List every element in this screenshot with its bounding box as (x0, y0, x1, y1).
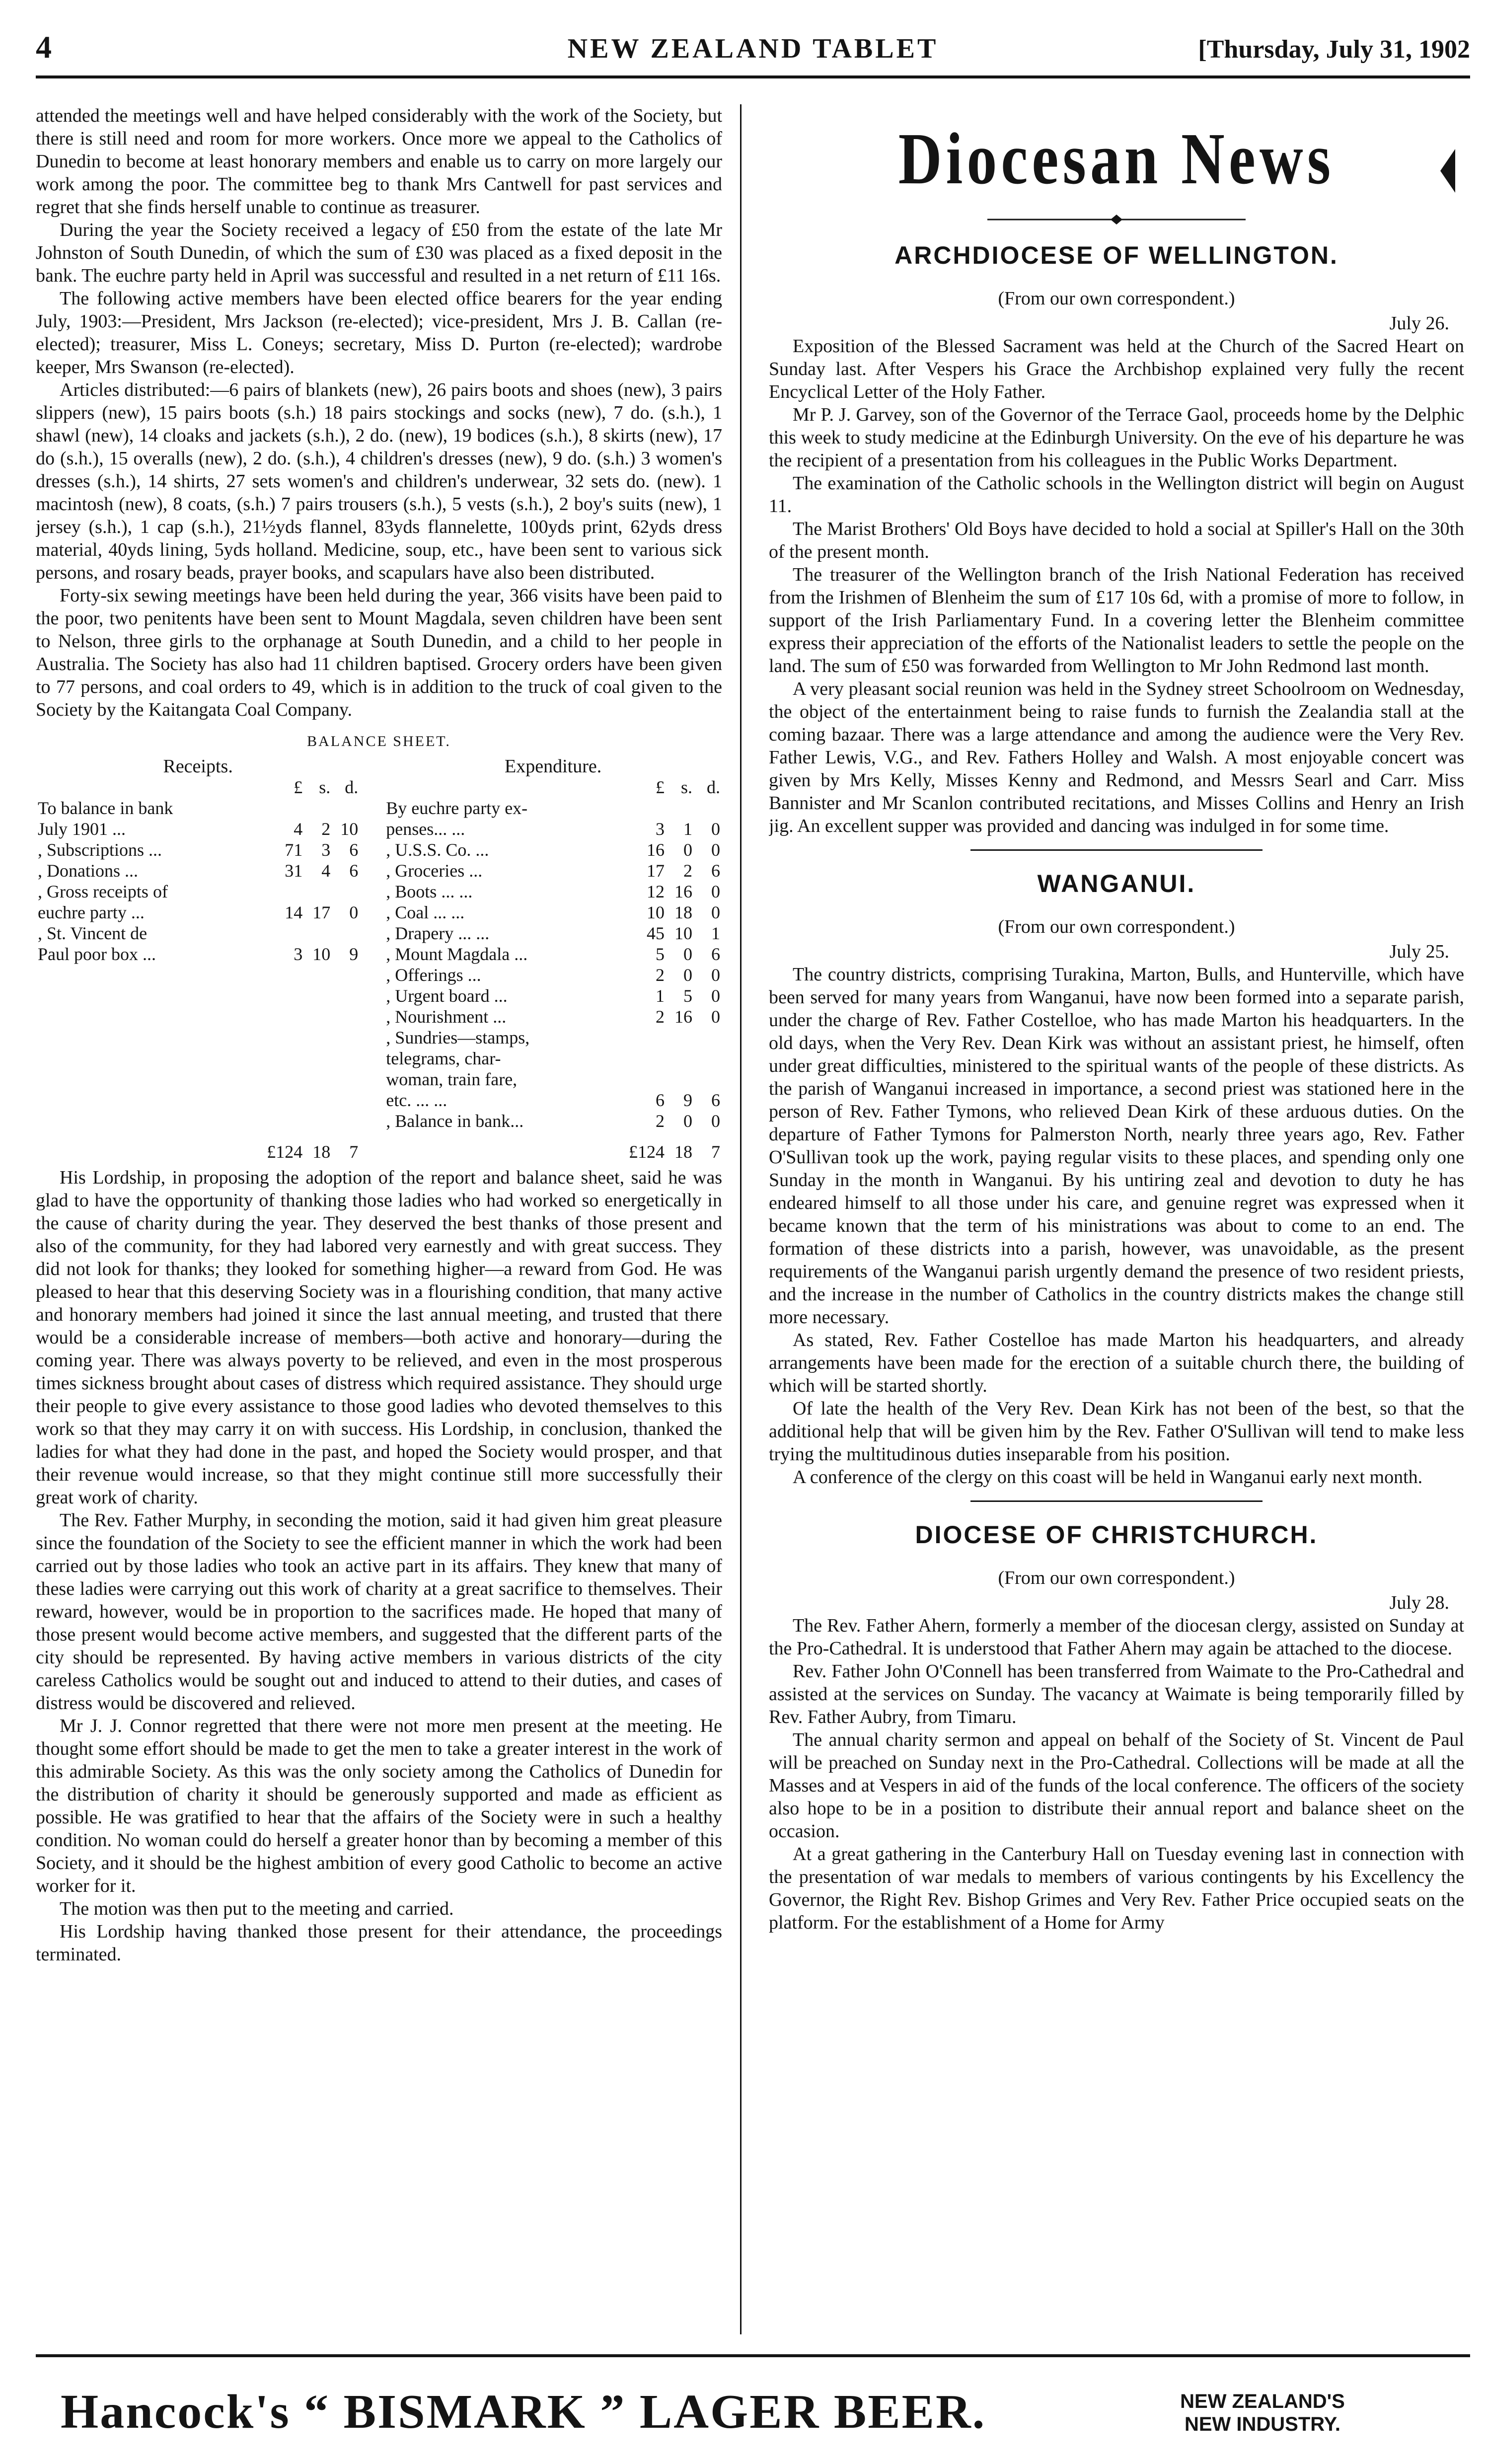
expenditure-pounds: 6 (656, 1090, 665, 1110)
article-paragraph: At a great gathering in the Canterbury Hall on Tuesday evening last in connection with the presentation of war medals to members of various contingents by his Excellency the Governor, the Right Rev. Bishop Grimes and Very Rev. Father Price occupied seats on the platform. For the establishment of a Home for Army (769, 1844, 1464, 1933)
balance-sheet-caption: BALANCE SHEET. (307, 733, 451, 749)
receipt-label: , Donations ... (38, 861, 138, 881)
expenditure-pence (694, 1069, 722, 1090)
right-column (769, 104, 1464, 2334)
article-paragraph: The annual charity sermon and appeal on behalf of the Society of St. Vincent de Paul will be preached on Sunday next in the Pro-Cathedral. Collections will be made at all the Masses and at Vespers in aid of the funds of the local conference. The officers of the society also hope to be in a position to distribute their annual report and balance sheet on the occasion. (769, 1729, 1464, 1842)
receipt-pence (332, 1069, 360, 1090)
total-expenditure-pence: 7 (711, 1142, 720, 1162)
footer-rule (36, 2354, 1470, 2357)
receipt-shillings (304, 1111, 332, 1131)
receipt-shillings (304, 1027, 332, 1048)
expenditure-pounds: 2 (656, 965, 665, 985)
page-header (36, 26, 1470, 75)
receipt-label (36, 1090, 265, 1111)
expenditure-label: , Urgent board ... (386, 986, 508, 1006)
balance-sheet-row (36, 1027, 722, 1048)
article-paragraph: His Lordship having thanked those present for their attendance, the proceedings terminated. (36, 1921, 722, 1965)
expenditure-label: , Balance in bank... (386, 1111, 524, 1131)
expenditure-pence (694, 1027, 722, 1048)
dateline: July 25. (1389, 941, 1449, 962)
expenditure-pence: 6 (711, 861, 720, 881)
receipt-pounds: 4 (294, 819, 303, 839)
balance-sheet-row (36, 923, 722, 944)
dateline: July 26. (1389, 313, 1449, 334)
expenditure-pence: 0 (711, 840, 720, 860)
receipt-pence (332, 881, 360, 902)
receipt-shillings: 17 (312, 902, 331, 922)
pence-heading: d. (345, 777, 359, 797)
total-receipts-pounds: £124 (267, 1142, 303, 1162)
receipt-shillings (304, 1048, 332, 1069)
expenditure-label: , Drapery ... ... (386, 923, 490, 943)
article-paragraph: The Rev. Father Ahern, formerly a member of the diocesan clergy, assisted on Sunday at the Pro-Cathedral. It is understood that Father Ahern may again be attached to the diocese. (769, 1615, 1464, 1659)
balance-sheet-row (36, 881, 722, 902)
article-paragraph: Exposition of the Blessed Sacrament was held at the Church of the Sacred Heart on Sunday last. After Vespers his Grace the Archbishop explained very fully the recent Encyclical Letter of the Holy Father. (769, 336, 1464, 402)
expenditure-heading: Expenditure. (505, 756, 602, 777)
balance-sheet-row (36, 944, 722, 965)
receipt-pounds (265, 923, 304, 944)
expenditure-shillings: 10 (674, 923, 692, 943)
receipt-pence: 9 (349, 944, 359, 964)
expenditure-pounds: 45 (647, 923, 665, 943)
receipt-pounds: 71 (285, 840, 303, 860)
expenditure-label: , Mount Magdala ... (386, 944, 528, 964)
article-paragraph: Articles distributed:—6 pairs of blankets (new), 26 pairs boots and shoes (new), 3 pairs slippers (new), 15 pairs boots (s.h.) 18 pairs stockings and socks (new), 7 do. (s.h.), 1 shawl (new), 14 cloaks and jackets (s.h.), 2 do. (new), 19 bodices (s.h.), 8 skirts (new), 17 do (s.h.), 15 overalls (new), 2 do. (s.h.), 4 children's dresses (new), 9 do. (s.h.) 3 women's dresses (s.h.), 14 shirts, 27 sets women's and children's underwear, 32 sets do. (new). 1 macintosh (new), 8 coats, (s.h.) 7 pairs trousers (s.h.), 5 vests (s.h.), 2 boy's suits (new), 1 jersey (s.h.), 1 cap (s.h.), 21½yds flannel, 83yds flannelette, 100yds print, 62yds dress material, 40yds lining, 5yds holland. Medicine, soup, etc., have been sent to various sick persons, and rosary beads, prayer books, and scapulars have also been distributed. (36, 379, 722, 583)
section-title-christchurch: DIOCESE OF CHRISTCHURCH. (915, 1521, 1318, 1549)
expenditure-pence: 0 (711, 965, 720, 985)
receipt-label (36, 1111, 265, 1131)
balance-sheet-table (36, 756, 722, 1162)
expenditure-pounds (627, 798, 667, 819)
receipt-label: To balance in bank (38, 798, 173, 818)
expenditure-shillings (667, 1048, 694, 1069)
expenditure-label: , Nourishment ... (386, 1007, 507, 1027)
expenditure-label: , Boots ... ... (386, 882, 473, 901)
pounds-heading: £ (656, 777, 665, 797)
lsd-headings (36, 777, 722, 798)
expenditure-label: etc. ... ... (386, 1090, 447, 1110)
expenditure-shillings: 18 (674, 902, 692, 922)
expenditure-shillings (667, 1027, 694, 1048)
balance-sheet-headings (36, 756, 722, 777)
expenditure-pounds: 1 (656, 986, 665, 1006)
balance-sheet-row (36, 860, 722, 881)
expenditure-shillings: 16 (674, 882, 692, 901)
expenditure-label: , Groceries ... (386, 861, 483, 881)
receipt-pounds (265, 985, 304, 1006)
receipt-label: , St. Vincent de (38, 923, 148, 943)
receipt-label (36, 1006, 265, 1027)
expenditure-label: By euchre party ex- (386, 798, 528, 818)
receipt-pence (332, 1048, 360, 1069)
expenditure-pounds: 16 (647, 840, 665, 860)
article-paragraph: Forty-six sewing meetings have been held during the year, 366 visits have been paid to the poor, two penitents have been sent to Mount Magdala, seven children have been sent to Nelson, three girls to the orphanage at South Dunedin, and a child to her people in Australia. The Society has also had 11 children baptised. Grocery orders have been given to 77 persons, and coal orders to 49, which is in addition to the truck of coal given to the Society by the Kaitangata Coal Company. (36, 585, 722, 720)
receipt-pence (332, 1090, 360, 1111)
receipt-pounds (265, 1006, 304, 1027)
receipt-pence: 10 (340, 819, 359, 839)
footer-advertisement (36, 2354, 1470, 2444)
balance-sheet-row (36, 965, 722, 985)
correspondent-note: (From our own correspondent.) (998, 288, 1235, 309)
receipt-pence (332, 923, 360, 944)
receipt-pounds (265, 1027, 304, 1048)
expenditure-pounds: 2 (656, 1007, 665, 1027)
receipt-label: euchre party ... (38, 902, 145, 922)
article-paragraph: As stated, Rev. Father Costelloe has made Marton his headquarters, and already arrangements have been made for the erection of a suitable church there, the building of which will be started shortly. (769, 1330, 1464, 1396)
receipt-pence (332, 965, 360, 985)
balance-sheet-row (36, 985, 722, 1006)
article-paragraph: A conference of the clergy on this coast will be held in Wanganui early next month. (793, 1467, 1423, 1488)
article-paragraph: The Marist Brothers' Old Boys have decided to hold a social at Spiller's Hall on the 30th of the present month. (769, 519, 1464, 562)
section-rule (970, 1500, 1263, 1502)
receipt-pounds (265, 881, 304, 902)
receipt-pounds (265, 965, 304, 985)
expenditure-pence: 1 (711, 923, 720, 943)
expenditure-pounds: 10 (647, 902, 665, 922)
balance-sheet-row (36, 819, 722, 839)
expenditure-pounds: 17 (647, 861, 665, 881)
expenditure-pounds: 3 (656, 819, 665, 839)
receipt-label (36, 985, 265, 1006)
receipt-pence (332, 985, 360, 1006)
expenditure-pounds (627, 1048, 667, 1069)
receipt-shillings (304, 1069, 332, 1090)
receipt-pounds (265, 798, 304, 819)
section-title-wellington: ARCHDIOCESE OF WELLINGTON. (894, 241, 1338, 269)
balance-sheet-body (36, 798, 722, 1131)
article-paragraph: The Rev. Father Murphy, in seconding the motion, said it had given him great pleasure since the foundation of the Society to see the efficient manner in which the work had been carried out by those ladies who took an active part in its affairs. They knew that many of these ladies were carrying out this work of charity at a great sacrifice to themselves. Their reward, however, would be in proportion to the sacrifices made. He hoped that many of those present would become active members, and suggested that the different parts of the city should be represented. By having active members in various districts of the city careless Catholics would be sought out and induced to attend to their duties, and cases of distress would be discovered and relieved. (36, 1510, 722, 1714)
receipt-shillings (304, 798, 332, 819)
advert-tagline-line2: NEW INDUSTRY. (1184, 2413, 1341, 2435)
receipt-pence: 0 (349, 902, 359, 922)
expenditure-label: , Offerings ... (386, 965, 481, 985)
balance-sheet-row (36, 1006, 722, 1027)
expenditure-pounds: 12 (647, 882, 665, 901)
receipt-shillings: 10 (312, 944, 331, 964)
article-paragraph: The following active members have been elected office bearers for the year ending July, 1903:—President, Mrs Jackson (re-elected); vice-president, Mrs J. B. Callan (re-elected); treasurer, Miss L. Coneys; secretary, Miss D. Purton (re-elected); wardrobe keeper, Mrs Swanson (re-elected). (36, 288, 722, 377)
balance-sheet-row (36, 839, 722, 860)
expenditure-pence (694, 798, 722, 819)
expenditure-label: telegrams, char- (386, 1048, 501, 1068)
receipt-pounds: 31 (285, 861, 303, 881)
article-paragraph: A very pleasant social reunion was held in the Sydney street Schoolroom on Wednesday, the object of the entertainment being to raise funds to furnish the Zealandia stall at the coming bazaar. There was a large attendance and among the audience were the Very Rev. Father Lewis, V.G., and Rev. Fathers Holley and Walsh. A most enjoyable concert was given by Mrs Kelly, Misses Kenny and Redmond, and Messrs Searl and Carr. Miss Bannister and Mr Scanlon contributed recitations, and Misses Collins and Henry an Irish jig. An excellent supper was provided and dancing was indulged in for some time. (769, 678, 1464, 836)
balance-sheet-row (36, 902, 722, 923)
receipt-label: , Subscriptions ... (38, 840, 162, 860)
receipt-label (36, 1069, 265, 1090)
expenditure-label: woman, train fare, (386, 1069, 518, 1089)
expenditure-pence: 0 (711, 986, 720, 1006)
total-receipts-pence: 7 (349, 1142, 359, 1162)
diamond-rule-icon (987, 214, 1246, 225)
article-paragraph: The country districts, comprising Turakina, Marton, Bulls, and Hunterville, which have been served for many years from Wanganui, have now been formed into a separate parish, under the charge of Rev. Father Costelloe, who has made Marton his headquarters. In the old days, when the Very Rev. Dean Kirk was without an assistant priest, he himself, often under great difficulties, ministered to the spiritual wants of the people of these districts. As the parish of Wanganui increased in importance, a second priest was stationed here in the person of Rev. Father Tymons, who relieved Dean Kirk of these arduous duties. On the departure of Father Tymons for Palmerston North, nearly three years ago, Rev. Father O'Sullivan took up the work, paying regular visits to these places, and spending only one Sunday in the month in Wanganui. By his untiring zeal and devotion to duty he has endeared himself to all those under his care, and genuine regret was expressed when it became known that the term of his ministrations was about to come to an end. The formation of these districts into a parish, however, was unavoidable, as the present requirements of the Wanganui parish urgently demand the presence of two resident priests, and the increase in the number of Catholics in the country districts makes the change still more necessary. (769, 964, 1464, 1328)
balance-sheet-row (36, 1090, 722, 1111)
receipt-pounds (265, 1111, 304, 1131)
expenditure-pence: 0 (711, 902, 720, 922)
receipt-label (36, 1048, 265, 1069)
expenditure-shillings (667, 1069, 694, 1090)
ornament-rule (769, 211, 1464, 228)
article-paragraph: Of late the health of the Very Rev. Dean Kirk has not been of the best, so that the additional help that will be given him by the Rev. Father O'Sullivan will tend to make less trying the multitudinous duties inseparable from his position. (769, 1398, 1464, 1465)
receipt-label: , Gross receipts of (38, 882, 168, 901)
expenditure-label: , Coal ... ... (386, 902, 465, 922)
receipt-shillings: 2 (321, 819, 331, 839)
expenditure-pounds (627, 1027, 667, 1048)
receipt-pounds (265, 1090, 304, 1111)
article-paragraph: The examination of the Catholic schools in the Wellington district will begin on August 11. (769, 473, 1464, 517)
issue-date: [Thursday, July 31, 1902 (1198, 35, 1470, 64)
receipt-shillings (304, 985, 332, 1006)
expenditure-pence: 0 (711, 819, 720, 839)
receipt-shillings (304, 1090, 332, 1111)
receipt-shillings (304, 1006, 332, 1027)
expenditure-pence: 6 (711, 944, 720, 964)
receipt-label: Paul poor box ... (38, 944, 156, 964)
total-expenditure-shillings: 18 (674, 1142, 692, 1162)
balance-sheet-row (36, 798, 722, 819)
receipt-pence (332, 798, 360, 819)
shillings-heading: s. (319, 777, 331, 797)
pounds-heading: £ (294, 777, 303, 797)
correspondent-note: (From our own correspondent.) (998, 1568, 1235, 1588)
article-paragraph: His Lordship, in proposing the adoption of the report and balance sheet, said he was glad to have the opportunity of thanking those ladies who had worked so energetically in the cause of charity during the year. They deserved the best thanks of those present and also of the community, for they had labored very earnestly and with great success. They did not look for thanks; they looked for something higher—a reward from God. He was pleased to hear that this deserving Society was in a flourishing condition, that many active and honorary members had joined it since the last annual meeting, and trusted that there would be a considerable increase of members—both active and honorary—during the coming year. There was always poverty to be relieved, and even in the most prosperous times sickness brought about cases of distress which required assistance. They should urge their people to give every assistance to those good ladies who devoted themselves to this work so that they may carry it on with success. His Lordship, in conclusion, thanked the ladies for what they had done in the past, and hoped the Society would prosper, and that their revenue would increase, so that they might continue still more successfully their great work of charity. (36, 1167, 722, 1508)
pence-heading: d. (707, 777, 720, 797)
article-paragraph: Mr P. J. Garvey, son of the Governor of the Terrace Gaol, proceeds home by the Delphic this week to study medicine at the Edinburgh University. On the eve of his departure he was the recipient of a presentation from his colleagues in the Public Works Department. (769, 404, 1464, 471)
expenditure-label: , U.S.S. Co. ... (386, 840, 489, 860)
receipt-pence: 6 (349, 840, 359, 860)
article-paragraph: The treasurer of the Wellington branch of the Irish National Federation has received from the Irishmen of Blenheim the sum of £17 10s 6d, with a promise of more to follow, in support of the Irish Parliamentary Fund. In a covering letter the Blenheim committee express their appreciation of the efforts of the Nationalist leaders to settle the people on the land. The sum of £50 was forwarded from Wellington to Mr John Redmond last month. (769, 564, 1464, 676)
expenditure-shillings: 0 (683, 965, 692, 985)
total-expenditure-pounds: £124 (629, 1142, 665, 1162)
shillings-heading: s. (680, 777, 692, 797)
receipt-label (36, 1027, 265, 1048)
expenditure-pounds: 5 (656, 944, 665, 964)
receipt-pounds: 14 (285, 902, 303, 922)
pointer-arrow-icon (1440, 149, 1455, 193)
receipt-shillings (304, 881, 332, 902)
header-rule (36, 75, 1470, 78)
receipt-pounds (265, 1048, 304, 1069)
correspondent-note: (From our own correspondent.) (998, 916, 1235, 937)
expenditure-shillings: 5 (683, 986, 692, 1006)
expenditure-shillings: 1 (683, 819, 692, 839)
article-paragraph: During the year the Society received a legacy of £50 from the estate of the late Mr Johnston of South Dunedin, of which the sum of £30 was placed as a fixed deposit in the bank. The euchre party held in April was successful and resulted in a net return of £11 16s. (36, 220, 722, 286)
article-paragraph: attended the meetings well and have helped considerably with the work of the Society, but there is still need and room for more workers. Once more we appeal to the Catholics of Dunedin to become at least honorary members and enable us to carry on more largely our work among the poor. The committee beg to thank Mrs Cantwell for past services and regret that she finds herself unable to continue as treasurer. (36, 105, 722, 218)
expenditure-shillings: 2 (683, 861, 692, 881)
publication-title: NEW ZEALAND TABLET (567, 33, 939, 64)
expenditure-shillings: 0 (683, 840, 692, 860)
page-number: 4 (36, 29, 52, 65)
section-rule (970, 849, 1263, 851)
balance-sheet-row (36, 1111, 722, 1131)
receipt-label (36, 965, 265, 985)
expenditure-pence: 0 (711, 1111, 720, 1131)
receipts-heading: Receipts. (163, 756, 233, 777)
expenditure-pence: 0 (711, 1007, 720, 1027)
article-paragraph: Mr J. J. Connor regretted that there were not more men present at the meeting. He thought some effort should be made to get the men to take a greater interest in the work of this admirable Society. As this was the only society among the Catholics of Dunedin for the distribution of charity it should be generously supported and made as efficient as possible. He was gratified to hear that the affairs of the Society were in such a healthy condition. No woman could do herself a greater honor than by becoming a member of this Society, and it should be the highest ambition of every good Catholic to become an active worker for it. (36, 1716, 722, 1896)
receipt-shillings: 3 (321, 840, 331, 860)
expenditure-pence (694, 1048, 722, 1069)
column-divider (740, 104, 742, 2334)
expenditure-pence: 6 (711, 1090, 720, 1110)
expenditure-shillings: 0 (683, 1111, 692, 1131)
balance-sheet-row (36, 1048, 722, 1069)
receipt-pence (332, 1027, 360, 1048)
receipt-pence (332, 1006, 360, 1027)
expenditure-shillings: 9 (683, 1090, 692, 1110)
balance-sheet-totals (36, 1131, 722, 1162)
expenditure-pounds: 2 (656, 1111, 665, 1131)
expenditure-shillings: 0 (683, 944, 692, 964)
dateline: July 28. (1389, 1592, 1449, 1613)
article-paragraph: The motion was then put to the meeting and carried. (60, 1898, 454, 1919)
expenditure-pounds (627, 1069, 667, 1090)
receipt-label: July 1901 ... (38, 819, 126, 839)
expenditure-pence: 0 (711, 882, 720, 901)
diocesan-news-heading: Diocesan News (898, 118, 1335, 200)
advert-tagline (1138, 2390, 1387, 2436)
article-paragraph: Rev. Father John O'Connell has been transferred from Waimate to the Pro-Cathedral and assisted at the services on Sunday. The vacancy at Waimate is being temporarily filled by Rev. Father Aubry, from Timaru. (769, 1661, 1464, 1727)
section-title-wanganui: WANGANUI. (1037, 870, 1196, 897)
left-column (36, 104, 722, 2334)
expenditure-shillings: 16 (674, 1007, 692, 1027)
receipt-pence: 6 (349, 861, 359, 881)
total-receipts-shillings: 18 (312, 1142, 331, 1162)
expenditure-shillings (667, 798, 694, 819)
receipt-shillings (304, 965, 332, 985)
lager-beer-advert: Hancock's “ BISMARK ” LAGER BEER. (61, 2385, 986, 2439)
receipt-pounds: 3 (294, 944, 303, 964)
receipt-pounds (265, 1069, 304, 1090)
advert-tagline-line1: NEW ZEALAND'S (1180, 2390, 1345, 2412)
balance-sheet-row (36, 1069, 722, 1090)
expenditure-label: , Sundries—stamps, (386, 1028, 530, 1047)
receipt-shillings (304, 923, 332, 944)
receipt-shillings: 4 (321, 861, 331, 881)
receipt-pence (332, 1111, 360, 1131)
expenditure-label: penses... ... (386, 819, 465, 839)
